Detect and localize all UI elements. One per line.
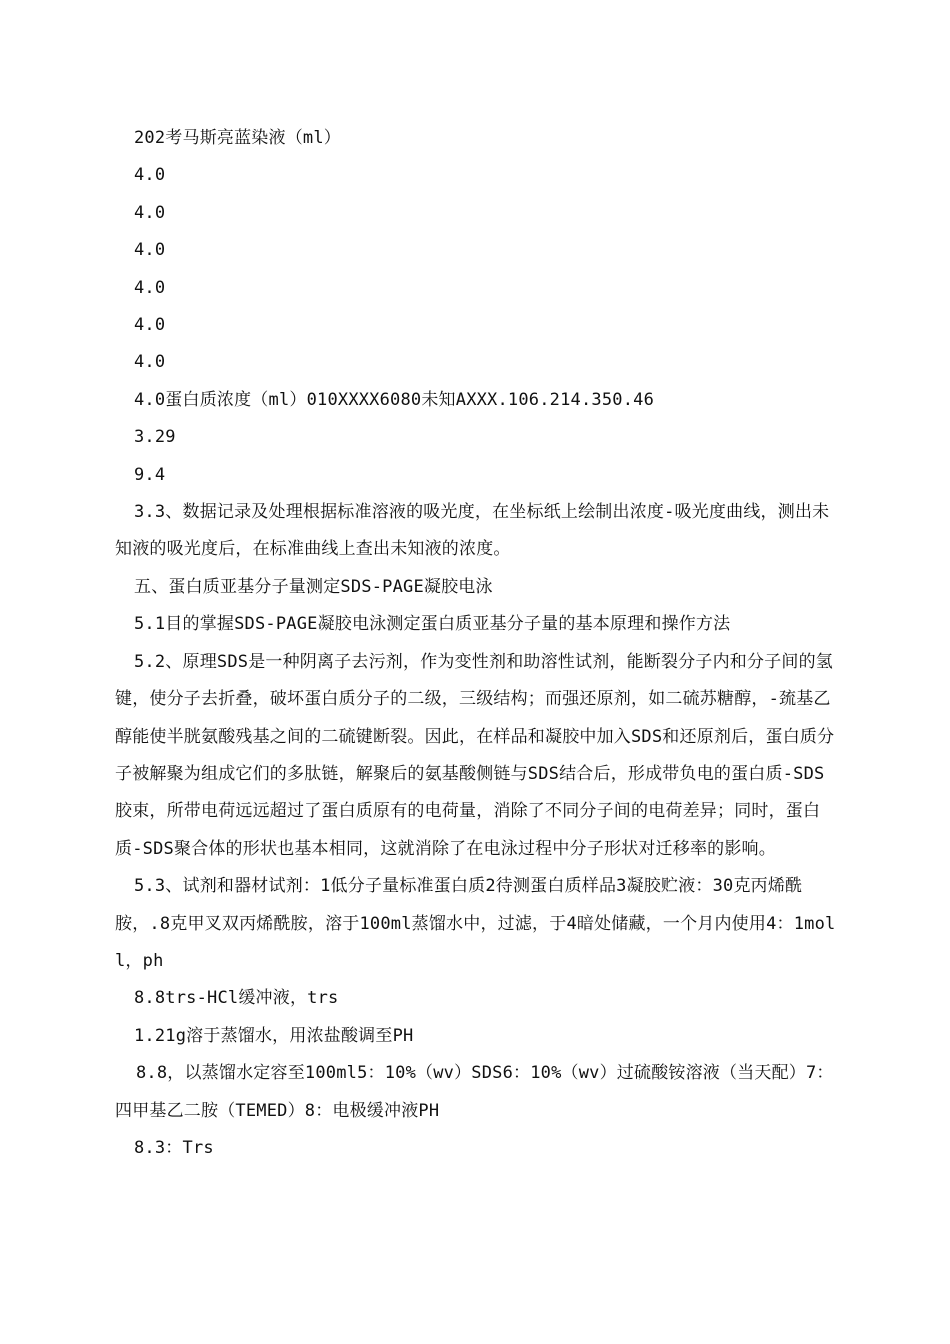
paragraph-value: 3.29 <box>134 427 176 448</box>
document-body <box>115 120 837 1167</box>
paragraph-reagents: 5.3、试剂和器材试剂：1低分子量标准蛋白质2待测蛋白质样品3凝胶贮液：30克丙烯酰胺，.8克甲叉双丙烯酰胺，溶于100ml蒸馏水中，过滤，于4暗处储藏，一个月内使用4：1moll，ph <box>115 876 836 971</box>
paragraph-protein-concentration: 4.0蛋白质浓度（ml）010XXXX6080未知AXXX.106.214.350.46 <box>134 389 655 410</box>
section-heading-sds-page: 五、蛋白质亚基分子量测定SDS-PAGE凝胶电泳 <box>134 576 493 597</box>
paragraph-principle: 5.2、原理SDS是一种阴离子去污剂，作为变性剂和助溶性试剂，能断裂分子内和分子间的氢键，使分子去折叠，破坏蛋白质分子的二级，三级结构；而强还原剂，如二硫苏糖醇，-巯基乙醇能使半胱氨酸残基之间的二硫键断裂。因此，在样品和凝胶中加入SDS和还原剂后，蛋白质分子被解聚为组成它们的多肽链，解聚后的氨基酸侧链与SDS结合后，形成带负电的蛋白质-SDS胶束，所带电荷远远超过了蛋白质原有的电荷量，消除了不同分子间的电荷差异；同时，蛋白质-SDS聚合体的形状也基本相同，这就消除了在电泳过程中分子形状对迁移率的影响。 <box>115 651 835 859</box>
paragraph-value: 4.0 <box>134 277 166 298</box>
paragraph-objective: 5.1目的掌握SDS-PAGE凝胶电泳测定蛋白质亚基分子量的基本原理和操作方法 <box>134 614 731 635</box>
paragraph-data-processing: 3.3、数据记录及处理根据标准溶液的吸光度，在坐标纸上绘制出浓度-吸光度曲线，测出未知液的吸光度后，在标准曲线上查出未知液的浓度。 <box>115 502 830 560</box>
paragraph-value: 4.0 <box>134 352 166 373</box>
paragraph-value: 4.0 <box>134 315 166 336</box>
paragraph-value: 4.0 <box>134 202 166 223</box>
paragraph-dissolve: 1.21g溶于蒸馏水，用浓盐酸调至PH <box>134 1025 414 1046</box>
paragraph-value: 4.0 <box>134 165 166 186</box>
paragraph-buffer: 8.8trs-HCl缓冲液，trs <box>134 988 339 1009</box>
paragraph-solutions: 8.8，以蒸馏水定容至100ml5：10%（wv）SDS6：10%（wv）过硫酸铵溶液（当天配）7：四甲基乙二胺（TEMED）8：电极缓冲液PH <box>115 1063 834 1121</box>
paragraph-value: 4.0 <box>134 240 166 261</box>
paragraph-trs: 8.3：Trs <box>134 1137 214 1158</box>
paragraph-value: 9.4 <box>134 464 166 485</box>
paragraph-dye-volume-heading: 202考马斯亮蓝染液（ml） <box>134 128 341 148</box>
